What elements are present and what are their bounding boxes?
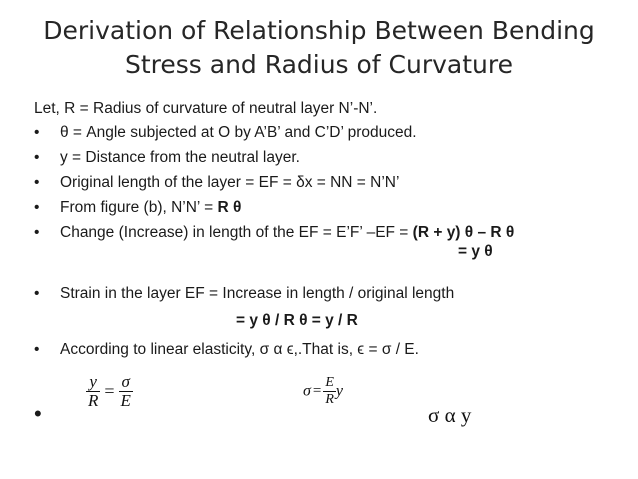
bullet-5-text: Change (Increase) in length of the EF = E’F’ –EF = <box>60 224 413 241</box>
bullet-marker: • <box>34 341 40 358</box>
bullet-marker: • <box>34 124 40 141</box>
fraction-y-r <box>86 374 100 409</box>
intro-line: Let, R = Radius of curvature of neutral layer N’-N’. <box>34 100 378 117</box>
bullet-marker: • <box>34 224 40 241</box>
bullet-3-text: Original length of the layer = EF = δx = NN = N’N’ <box>60 174 400 191</box>
denominator: R <box>325 392 334 407</box>
numerator: y <box>89 372 97 391</box>
title-line-2: Stress and Radius of Curvature <box>124 50 514 79</box>
bullet-2-text: y = Distance from the neutral layer. <box>60 149 300 166</box>
fraction-sigma-e <box>119 374 133 409</box>
bullet-marker: • <box>34 149 40 166</box>
bullet-6-text: Strain in the layer EF = Increase in length / original length <box>60 285 455 302</box>
bullet-1-text: θ = Angle subjected at O by A’B’ and C’D’ produced. <box>60 124 417 141</box>
denominator: E <box>120 391 131 410</box>
bullet-marker: • <box>34 285 40 302</box>
bullet-marker: • <box>34 174 40 191</box>
bullet-4-text: From figure (b), N’N’ = <box>60 199 218 216</box>
bullet-4 <box>60 198 241 218</box>
denominator: R <box>88 391 99 410</box>
equation-y-over-r <box>86 374 133 409</box>
bullet-5-continuation: = y θ <box>458 243 493 260</box>
bullet-marker: • <box>34 401 42 426</box>
numerator: E <box>325 375 334 390</box>
bullet-7-text: According to linear elasticity, σ α ϵ,.That is, ϵ = σ / E. <box>60 341 419 358</box>
numerator: σ <box>121 372 130 391</box>
y-factor: y <box>335 382 344 400</box>
fraction-e-r <box>323 376 336 407</box>
bullet-marker: • <box>34 199 40 216</box>
proportionality-statement: σ α y <box>428 403 472 427</box>
equals-sign: = <box>104 381 115 401</box>
equals-sign: = <box>312 383 322 399</box>
bullet-6-continuation: = y θ / R θ = y / R <box>236 312 358 329</box>
bullet-4-bold: R θ <box>217 199 242 216</box>
bullet-5-bold: (R + y) θ – R θ <box>412 224 515 241</box>
slide-title <box>0 14 638 82</box>
title-line-1: Derivation of Relationship Between Bending <box>43 16 595 45</box>
equation-sigma <box>303 376 343 407</box>
bullet-5 <box>60 223 514 243</box>
sigma-lhs: σ <box>303 382 311 400</box>
